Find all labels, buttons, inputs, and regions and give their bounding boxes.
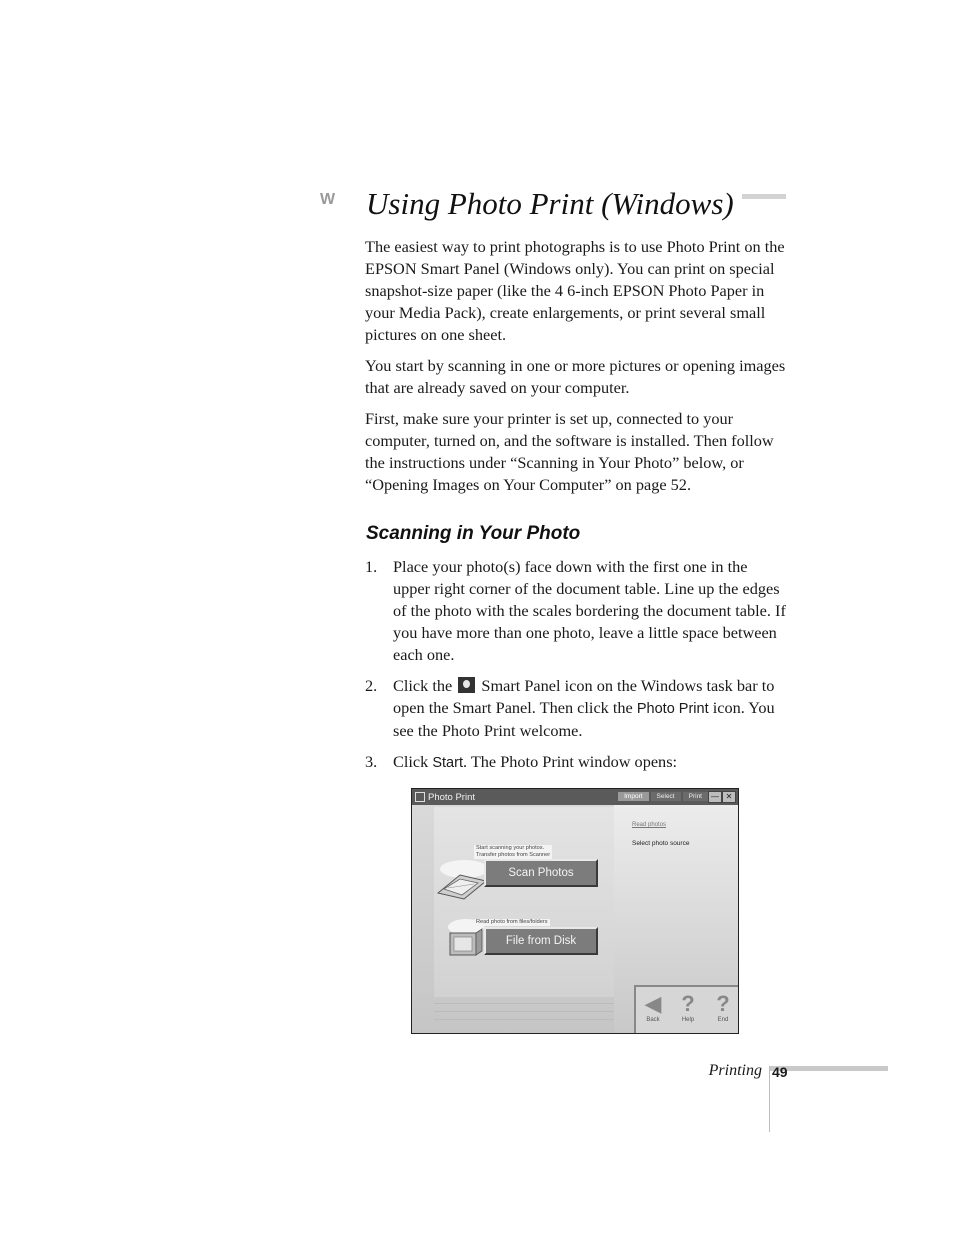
step-text-part: Click the bbox=[393, 676, 453, 695]
photo-source-text: Select photo source bbox=[632, 840, 690, 847]
file-from-disk-button[interactable]: File from Disk bbox=[484, 927, 598, 955]
disk-caption: Read photo from files/folders bbox=[476, 919, 548, 925]
tab-select[interactable]: Select bbox=[651, 792, 681, 801]
panel-divider bbox=[434, 1011, 614, 1012]
close-button[interactable]: ✕ bbox=[722, 791, 736, 803]
ui-term: Start bbox=[432, 755, 463, 771]
step-text bbox=[393, 675, 787, 742]
photo-print-screenshot bbox=[411, 788, 739, 1034]
step-number: 1. bbox=[365, 557, 378, 576]
step-number: 2. bbox=[365, 676, 378, 695]
nav-panel bbox=[634, 985, 739, 1034]
scanner-icon bbox=[434, 855, 490, 901]
section-heading: Scanning in Your Photo bbox=[366, 523, 581, 544]
scan-caption-line: Transfer photos from Scanner bbox=[476, 852, 551, 858]
scan-caption bbox=[474, 845, 552, 859]
step-item bbox=[365, 675, 787, 742]
help-question-icon: ? bbox=[681, 991, 695, 1016]
smart-panel-icon bbox=[458, 677, 475, 693]
intro-text bbox=[365, 236, 787, 505]
step-number: 3. bbox=[365, 752, 378, 771]
step-item bbox=[365, 751, 787, 774]
footer-vertical-rule bbox=[769, 1066, 770, 1132]
back-arrow-icon: ◀ bbox=[644, 991, 662, 1016]
tab-bar bbox=[618, 792, 708, 801]
minimize-button[interactable]: — bbox=[708, 791, 722, 803]
back-label: Back bbox=[646, 1017, 660, 1023]
end-icon: ? bbox=[716, 991, 730, 1016]
left-panel bbox=[412, 805, 614, 1034]
panel-divider bbox=[434, 1003, 614, 1004]
help-button[interactable] bbox=[673, 991, 703, 1023]
help-label: Help bbox=[681, 1017, 695, 1023]
app-icon bbox=[415, 792, 425, 802]
read-photos-link[interactable]: Read photos bbox=[632, 822, 667, 828]
window-title: Photo Print bbox=[428, 791, 475, 803]
steps-list bbox=[365, 556, 787, 783]
step-text bbox=[393, 751, 787, 774]
step-text: Place your photo(s) face down with the first one in the upper right corner of the document table. Line up the edges of the photo with the scales bordering the document table. If you have more than one photo, leave a little space between each one. bbox=[393, 557, 786, 664]
panel-divider bbox=[434, 1019, 614, 1020]
page-title: Using Photo Print (Windows) bbox=[366, 184, 742, 224]
step-text-part: Smart Panel icon on the Windows task bar to open the Smart Panel. Then click the bbox=[393, 676, 775, 717]
footer-section-name: Printing bbox=[708, 1062, 762, 1079]
back-button[interactable] bbox=[638, 991, 668, 1023]
page-number: 49 bbox=[772, 1064, 788, 1080]
intro-paragraph: The easiest way to print photographs is to use Photo Print on the EPSON Smart Panel (Windows only). You can print on special snapshot-size paper (like the 4 6-inch EPSON Photo Paper in your Media Pack), create enlargements, or print several small pictures on one sheet. bbox=[365, 237, 785, 344]
step-text-part: icon. You see the Photo Print welcome. bbox=[393, 698, 775, 740]
step-text-part: Click bbox=[393, 752, 429, 771]
scan-caption-line: Start scanning your photos. bbox=[476, 845, 545, 851]
end-label: End bbox=[717, 1017, 729, 1023]
left-inner-panel bbox=[434, 807, 614, 997]
scan-photos-button[interactable]: Scan Photos bbox=[484, 859, 598, 887]
step-item bbox=[365, 556, 787, 666]
section-marker: W bbox=[320, 191, 337, 208]
end-button[interactable] bbox=[708, 991, 738, 1023]
step-text-part: . The Photo Print window opens: bbox=[462, 752, 678, 771]
tab-print[interactable]: Print bbox=[683, 792, 708, 801]
ui-term: Photo Print bbox=[636, 701, 709, 717]
intro-paragraph: You start by scanning in one or more pictures or opening images that are already saved on your computer. bbox=[365, 356, 786, 397]
tab-import[interactable]: Import bbox=[618, 792, 648, 801]
intro-paragraph: First, make sure your printer is set up, connected to your computer, turned on, and the software is installed. Then follow the instructions under “Scanning in Your Photo” below, or “Opening Images on Your Computer” on page 52. bbox=[365, 409, 774, 494]
